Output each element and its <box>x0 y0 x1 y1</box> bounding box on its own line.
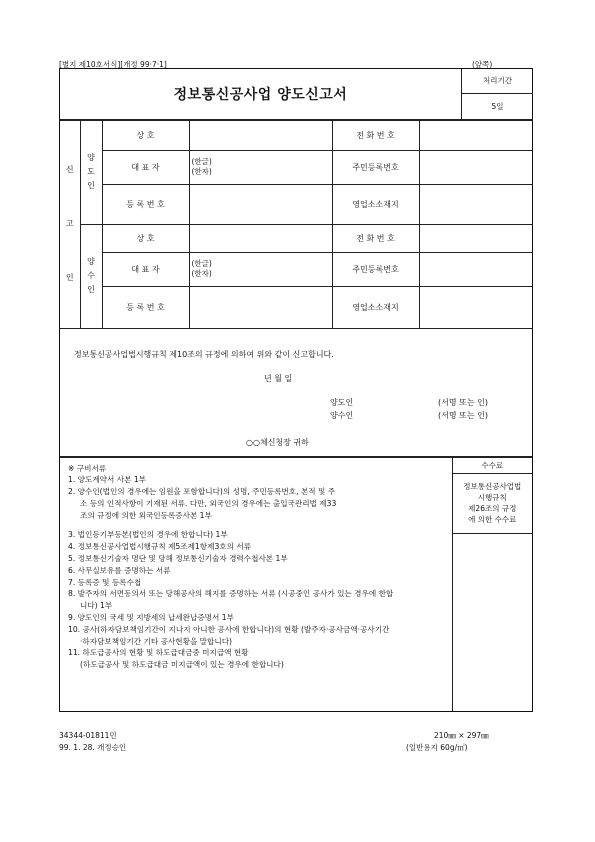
assignee-trade-name-field[interactable] <box>189 224 332 252</box>
document-item-10-cont: ·하자담보책임기간 기타 공사현황을 말합니다) <box>80 636 232 646</box>
reporter-table <box>60 120 532 329</box>
document-item-11: 11. 하도급공사의 현황 및 하도급대금중 미지급액 현황 <box>68 648 249 658</box>
assignor-resident-no-field[interactable] <box>419 150 532 184</box>
document-item-1: 1. 양도계약서 사본 1부 <box>68 475 147 485</box>
assignor-label: 양 도 인 <box>80 120 102 224</box>
assignor-sign-label: 양도인 <box>330 397 354 407</box>
document-item-2-cont: 소 등의 인적사항이 기재된 서류. 다만, 외국인의 경우에는 출입국관리법 제33 <box>80 498 337 508</box>
fee-description: 정보통신공사업법 시행규칙 제26조의 규정 에 의한 수수료 <box>452 473 532 533</box>
assignor-office-field[interactable] <box>419 184 532 224</box>
paper-type: (일반용지 60g/㎡) <box>406 743 468 752</box>
addressee: ○○체신청장 귀하 <box>246 437 309 447</box>
document-item-2: 2. 양수인(법인의 경우에는 임원을 포함합니다)의 성명, 주민등록번호, 본적 및 주 <box>68 487 336 497</box>
assignee-sign-note: (서명 또는 인) <box>438 410 488 420</box>
document-item-3: 3. 법인등기부등본(법인의 경우에 한합니다) 1부 <box>68 530 228 540</box>
assignee-office-label: 영업소소재지 <box>332 286 419 328</box>
documents-title: ※ 구비서류 <box>68 463 107 473</box>
document-item-9: 9. 양도인의 국세 및 지방세의 납세완납증명서 1부 <box>68 613 234 623</box>
form-number: [별지 제10호서식][개정 99·7·1] <box>59 60 167 69</box>
title-table <box>60 69 533 120</box>
document-item-8: 8. 발주자의 서면동의서 또는 당해공사의 해지를 증명하는 서류 (시공중인 공사가 있는 경우에 한합 <box>68 589 394 599</box>
declaration-date: 년 월 일 <box>264 373 293 383</box>
assignor-trade-name-label: 상 호 <box>102 120 189 150</box>
processing-period-label: 처리기간 <box>462 69 534 93</box>
assignor-office-label: 영업소소재지 <box>332 184 419 224</box>
required-documents <box>60 457 452 711</box>
assignor-registration-no-field[interactable] <box>189 184 332 224</box>
approval-date: 99. 1. 28. 개정승인 <box>59 743 127 752</box>
assignor-phone-field[interactable] <box>419 120 532 150</box>
assignor-representative-label: 대 표 자 <box>102 150 189 184</box>
assignee-registration-no-label: 등 록 번 호 <box>102 286 189 328</box>
form-code: 34344-01811민 <box>59 731 117 740</box>
assignee-trade-name-label: 상 호 <box>102 224 189 252</box>
assignor-representative-field[interactable]: (한글) (한자) <box>189 150 332 184</box>
fee-blank <box>452 533 532 711</box>
assignor-sign-note: (서명 또는 인) <box>438 397 488 407</box>
document-item-7: 7. 등록증 및 등록수첩 <box>68 577 142 587</box>
document-item-11-cont: (하도급공사 및 하도급대금 미지급액이 있는 경우에 한합니다) <box>80 660 284 670</box>
assignor-resident-no-label: 주민등록번호 <box>332 150 419 184</box>
assignee-registration-no-field[interactable] <box>189 286 332 328</box>
form-title: 정보통신공사업 양도신고서 <box>60 69 462 119</box>
assignee-label: 양 수 인 <box>80 224 102 328</box>
declaration-text: 정보통신공사업법시행규칙 제10조의 규정에 의하여 위와 같이 신고합니다. <box>74 349 334 359</box>
assignee-office-field[interactable] <box>419 286 532 328</box>
assignee-resident-no-field[interactable] <box>419 252 532 286</box>
document-item-5: 5. 정보통신기술자 명단 및 당해 정보통신기술자 경력수첩사본 1부 <box>68 554 288 564</box>
assignee-phone-label: 전 화 번 호 <box>332 224 419 252</box>
document-item-10: 10. 공사(하자담보책임기간이 지나지 아니한 공사에 한합니다)의 현황 (발주자·공사금액·공사기간 <box>68 624 390 634</box>
declaration-section <box>60 329 532 457</box>
document-item-8-cont: 니다) 1부 <box>80 601 113 611</box>
paper-size: 210㎜ × 297㎜ <box>434 731 489 740</box>
assignor-trade-name-field[interactable] <box>189 120 332 150</box>
assignor-registration-no-label: 등 록 번 호 <box>102 184 189 224</box>
assignee-resident-no-label: 주민등록번호 <box>332 252 419 286</box>
assignee-representative-field[interactable]: (한글) (한자) <box>189 252 332 286</box>
report-form <box>59 68 533 712</box>
fee-title: 수수료 <box>452 457 532 473</box>
reporter-label: 신 고 인 <box>60 120 80 328</box>
document-item-2-cont2: 조의 규정에 의한 외국인등록증사본 1부 <box>80 510 212 520</box>
document-item-4: 4. 정보통신공사업법시행규칙 제5조제1항제3호의 서류 <box>68 542 252 552</box>
assignee-representative-label: 대 표 자 <box>102 252 189 286</box>
documents-table <box>60 457 532 712</box>
assignee-sign-label: 양수인 <box>330 410 354 420</box>
processing-period-value: 5일 <box>462 93 534 119</box>
assignee-phone-field[interactable] <box>419 224 532 252</box>
page-side-label: (앞쪽) <box>472 60 493 69</box>
assignor-phone-label: 전 화 번 호 <box>332 120 419 150</box>
document-item-6: 6. 사무실보유를 증명하는 서류 <box>68 565 171 575</box>
